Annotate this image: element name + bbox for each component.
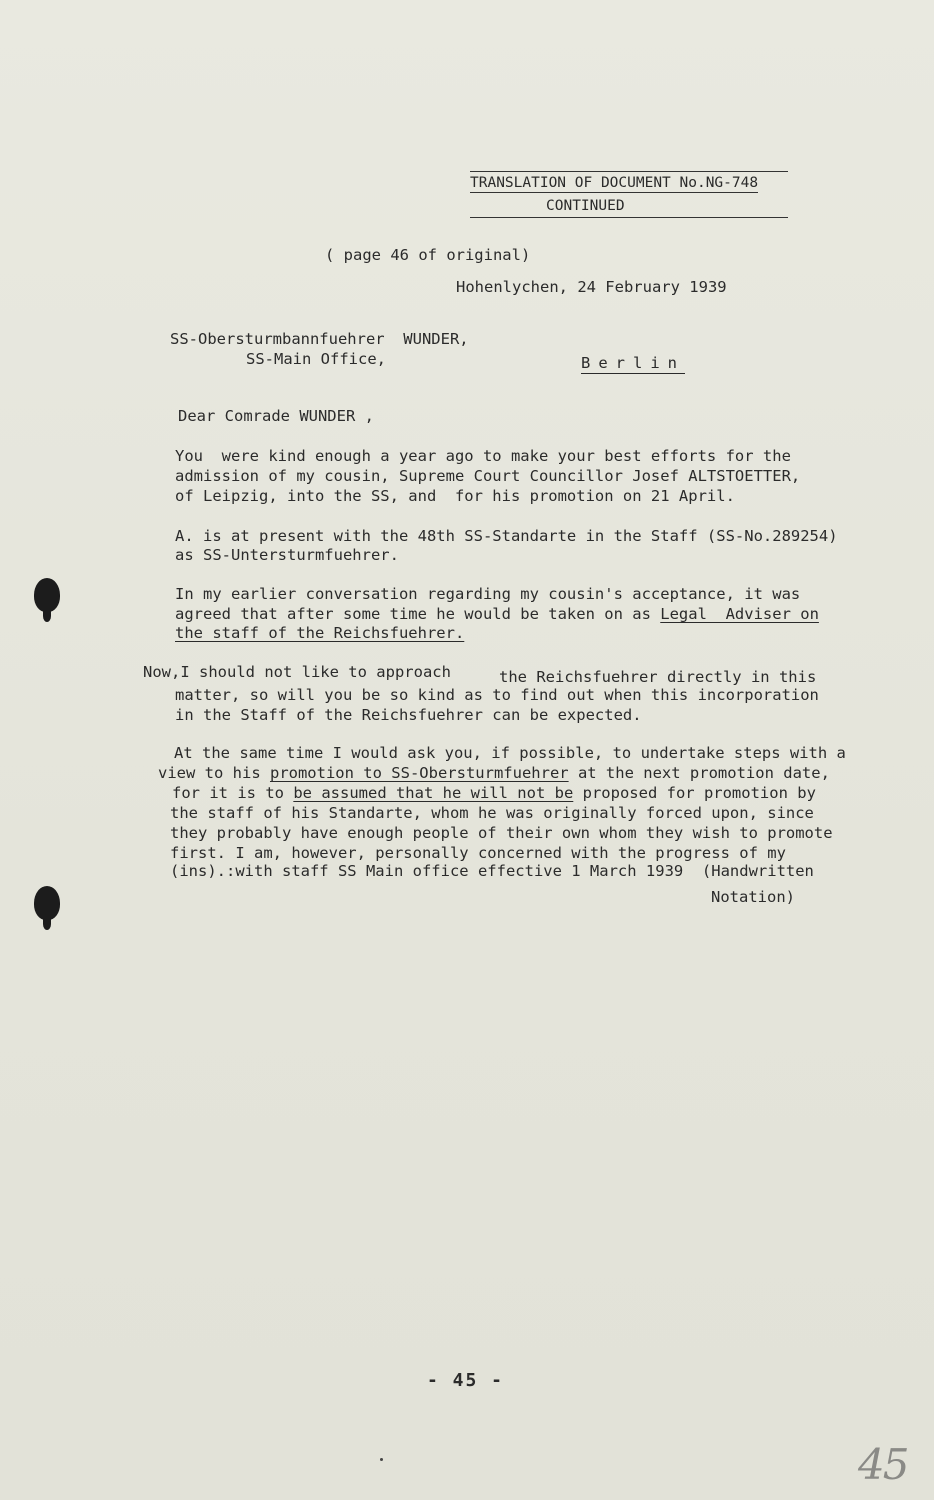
paragraph-text: agreed that after some time he would be taken on as	[175, 605, 661, 623]
paragraph-text: proposed for promotion by	[573, 784, 816, 802]
salutation: Dear Comrade WUNDER ,	[178, 407, 374, 425]
paragraph-line: as SS-Untersturmfuehrer.	[175, 546, 399, 564]
header-rule	[470, 171, 788, 172]
addressee-office: SS-Main Office,	[246, 350, 386, 368]
paragraph-line: At the same time I would ask you, if possible, to undertake steps with a	[174, 744, 846, 762]
paragraph-line: matter, so will you be so kind as to find out when this incorporation	[175, 686, 819, 704]
punch-hole	[34, 886, 60, 920]
punch-hole	[34, 578, 60, 612]
document-subtitle: CONTINUED	[546, 198, 625, 214]
paragraph-line: they probably have enough people of their own whom they wish to promote	[170, 824, 833, 842]
paragraph-line: In my earlier conversation regarding my cousin's acceptance, it was	[175, 585, 801, 603]
paragraph-line: the staff of the Reichsfuehrer.	[175, 624, 465, 642]
speck	[380, 1458, 383, 1461]
addressee-city: Berlin	[581, 354, 685, 372]
paragraph-line: in the Staff of the Reichsfuehrer can be expected.	[175, 706, 642, 724]
underlined-text: Legal Adviser on	[660, 605, 819, 623]
header-rule	[470, 217, 788, 218]
paragraph-line	[158, 764, 830, 783]
paragraph-line: A. is at present with the 48th SS-Standarte in the Staff (SS-No.289254)	[175, 527, 838, 545]
paragraph-line	[172, 784, 816, 803]
paragraph-line: the staff of his Standarte, whom he was originally forced upon, since	[170, 804, 814, 822]
paragraph-text: at the next promotion date,	[568, 764, 830, 782]
paragraph-line	[175, 605, 819, 624]
page-reference: ( page 46 of original)	[325, 246, 531, 264]
paragraph-text: for it is to	[172, 784, 294, 802]
paragraph-line: of Leipzig, into the SS, and for his promotion on 21 April.	[175, 487, 735, 505]
underlined-text: be assumed that he will not be	[293, 784, 574, 802]
underlined-text: promotion to SS-Obersturmfuehrer	[269, 764, 569, 782]
place-date: Hohenlychen, 24 February 1939	[456, 278, 727, 296]
paragraph-line: (ins).:with staff SS Main office effective 1 March 1939 (Handwritten	[170, 862, 814, 880]
addressee-rank: SS-Obersturmbannfuehrer WUNDER,	[170, 330, 469, 348]
paragraph-line: admission of my cousin, Supreme Court Councillor Josef ALTSTOETTER,	[175, 467, 801, 485]
paragraph-text: view to his	[158, 764, 270, 782]
handwritten-page-number: 45	[858, 1440, 908, 1489]
page-number: - 45 -	[427, 1370, 505, 1391]
paragraph-line: Now,I should not like to approach	[143, 663, 451, 681]
document-title: TRANSLATION OF DOCUMENT No.NG-748	[470, 175, 759, 191]
paragraph-line: Notation)	[711, 888, 795, 906]
paragraph-line: first. I am, however, personally concerned with the progress of my	[170, 844, 786, 862]
paragraph-line: You were kind enough a year ago to make your best efforts for the	[175, 447, 791, 465]
paragraph-line: the Reichsfuehrer directly in this	[499, 668, 817, 686]
